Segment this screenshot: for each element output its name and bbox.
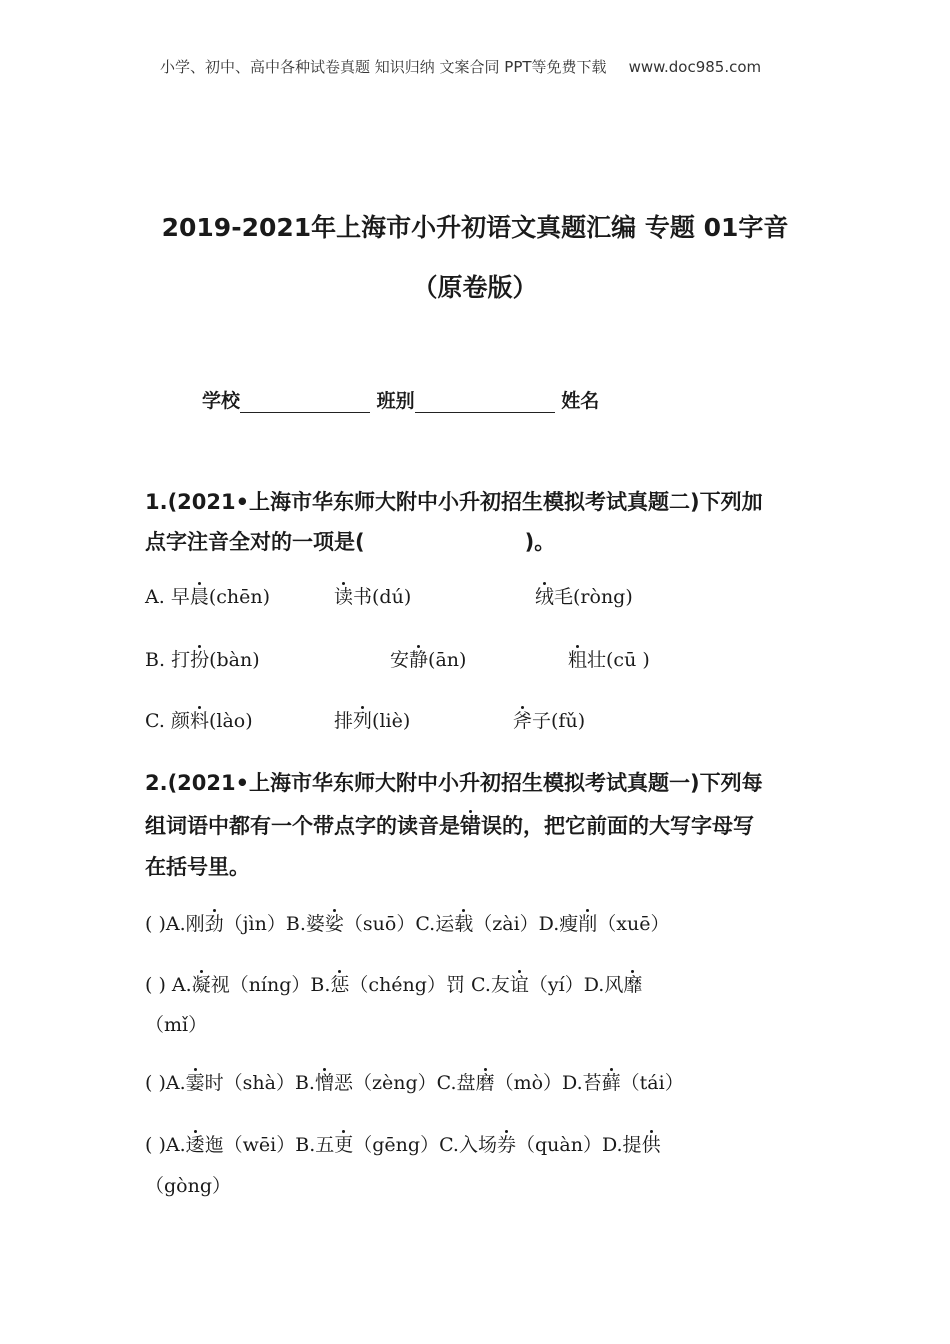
answer-paren[interactable]: ( ) A.	[145, 974, 192, 996]
student-info-line	[202, 386, 599, 413]
class-blank[interactable]	[415, 392, 555, 413]
q2-stem-line1: 2.(2021•上海市华东师大附中小升初招生模拟考试真题一)下列每	[145, 771, 763, 795]
dotted-char: 列	[353, 710, 373, 732]
q1-option-c: C. 颜料(lào)	[145, 710, 253, 732]
q2-row-1: ( )A.刚劲（jìn）B.婆娑（suō）C.运载（zài）D.瘦削（xuē）	[145, 913, 670, 935]
answer-paren[interactable]: ( )A.	[145, 1072, 186, 1094]
dotted-char: 静	[409, 649, 429, 671]
dotted-char: 料	[189, 710, 209, 732]
header-url[interactable]: www.doc985.com	[628, 58, 762, 76]
q1-option-a-word2: 读书(dú)	[334, 586, 412, 608]
name-label: 姓名	[561, 390, 600, 412]
school-label: 学校	[202, 390, 241, 412]
dotted-char: 错	[460, 814, 481, 838]
document-title: 2019-2021年上海市小升初语文真题汇编 专题 01字音	[161, 213, 789, 242]
q2-stem-line2: 组词语中都有一个带点字的读音是错误的，把它前面的大写字母写	[145, 814, 754, 838]
q2-row-4-cont: （gòng）	[145, 1175, 232, 1197]
dotted-char: 读	[334, 586, 354, 608]
q1-stem-line1: 1.(2021•上海市华东师大附中小升初招生模拟考试真题二)下列加	[145, 490, 763, 514]
q2-row-2-cont: （mǐ）	[145, 1014, 208, 1036]
page-header	[160, 56, 761, 77]
answer-paren[interactable]: ( )A.	[145, 1134, 186, 1156]
school-blank[interactable]	[240, 392, 370, 413]
header-text: 小学、初中、高中各种试卷真题 知识归纳 文案合同 PPT等免费下载	[160, 58, 607, 76]
dotted-char: 粗	[568, 649, 588, 671]
dotted-char: 绒	[535, 586, 555, 608]
q1-option-a-word3: 绒毛(ròng)	[535, 586, 633, 608]
q1-option-b: B. 打扮(bàn)	[145, 649, 260, 671]
dotted-char: 斧	[513, 710, 533, 732]
q2-stem-line3: 在括号里。	[145, 855, 250, 879]
q1-option-c-word3: 斧子(fǔ)	[513, 710, 586, 732]
q1-option-a: A. 早晨(chēn)	[145, 586, 271, 608]
q2-row-4: ( )A.逶迤（wēi）B.五更（gēng）C.入场券（quàn）D.提供	[145, 1134, 661, 1156]
q2-row-3: ( )A.霎时（shà）B.憎恶（zèng）C.盘磨（mò）D.苔藓（tái）	[145, 1072, 684, 1094]
class-label: 班别	[376, 390, 415, 412]
q1-stem-line2: 点字注音全对的一项是( )。	[145, 530, 556, 554]
document-subtitle: （原卷版）	[412, 273, 538, 302]
answer-paren[interactable]: ( )A.刚	[145, 913, 205, 935]
q1-option-c-word2: 排列(liè)	[334, 710, 411, 732]
dotted-char: 晨	[189, 586, 209, 608]
q2-row-2: ( ) A.凝视（níng）B.惩（chéng）罚 C.友谊（yí）D.风靡	[145, 974, 643, 996]
q1-option-b-word3: 粗壮(cū )	[568, 649, 650, 671]
dotted-char: 扮	[190, 649, 210, 671]
q1-option-b-word2: 安静(ān)	[390, 649, 467, 671]
